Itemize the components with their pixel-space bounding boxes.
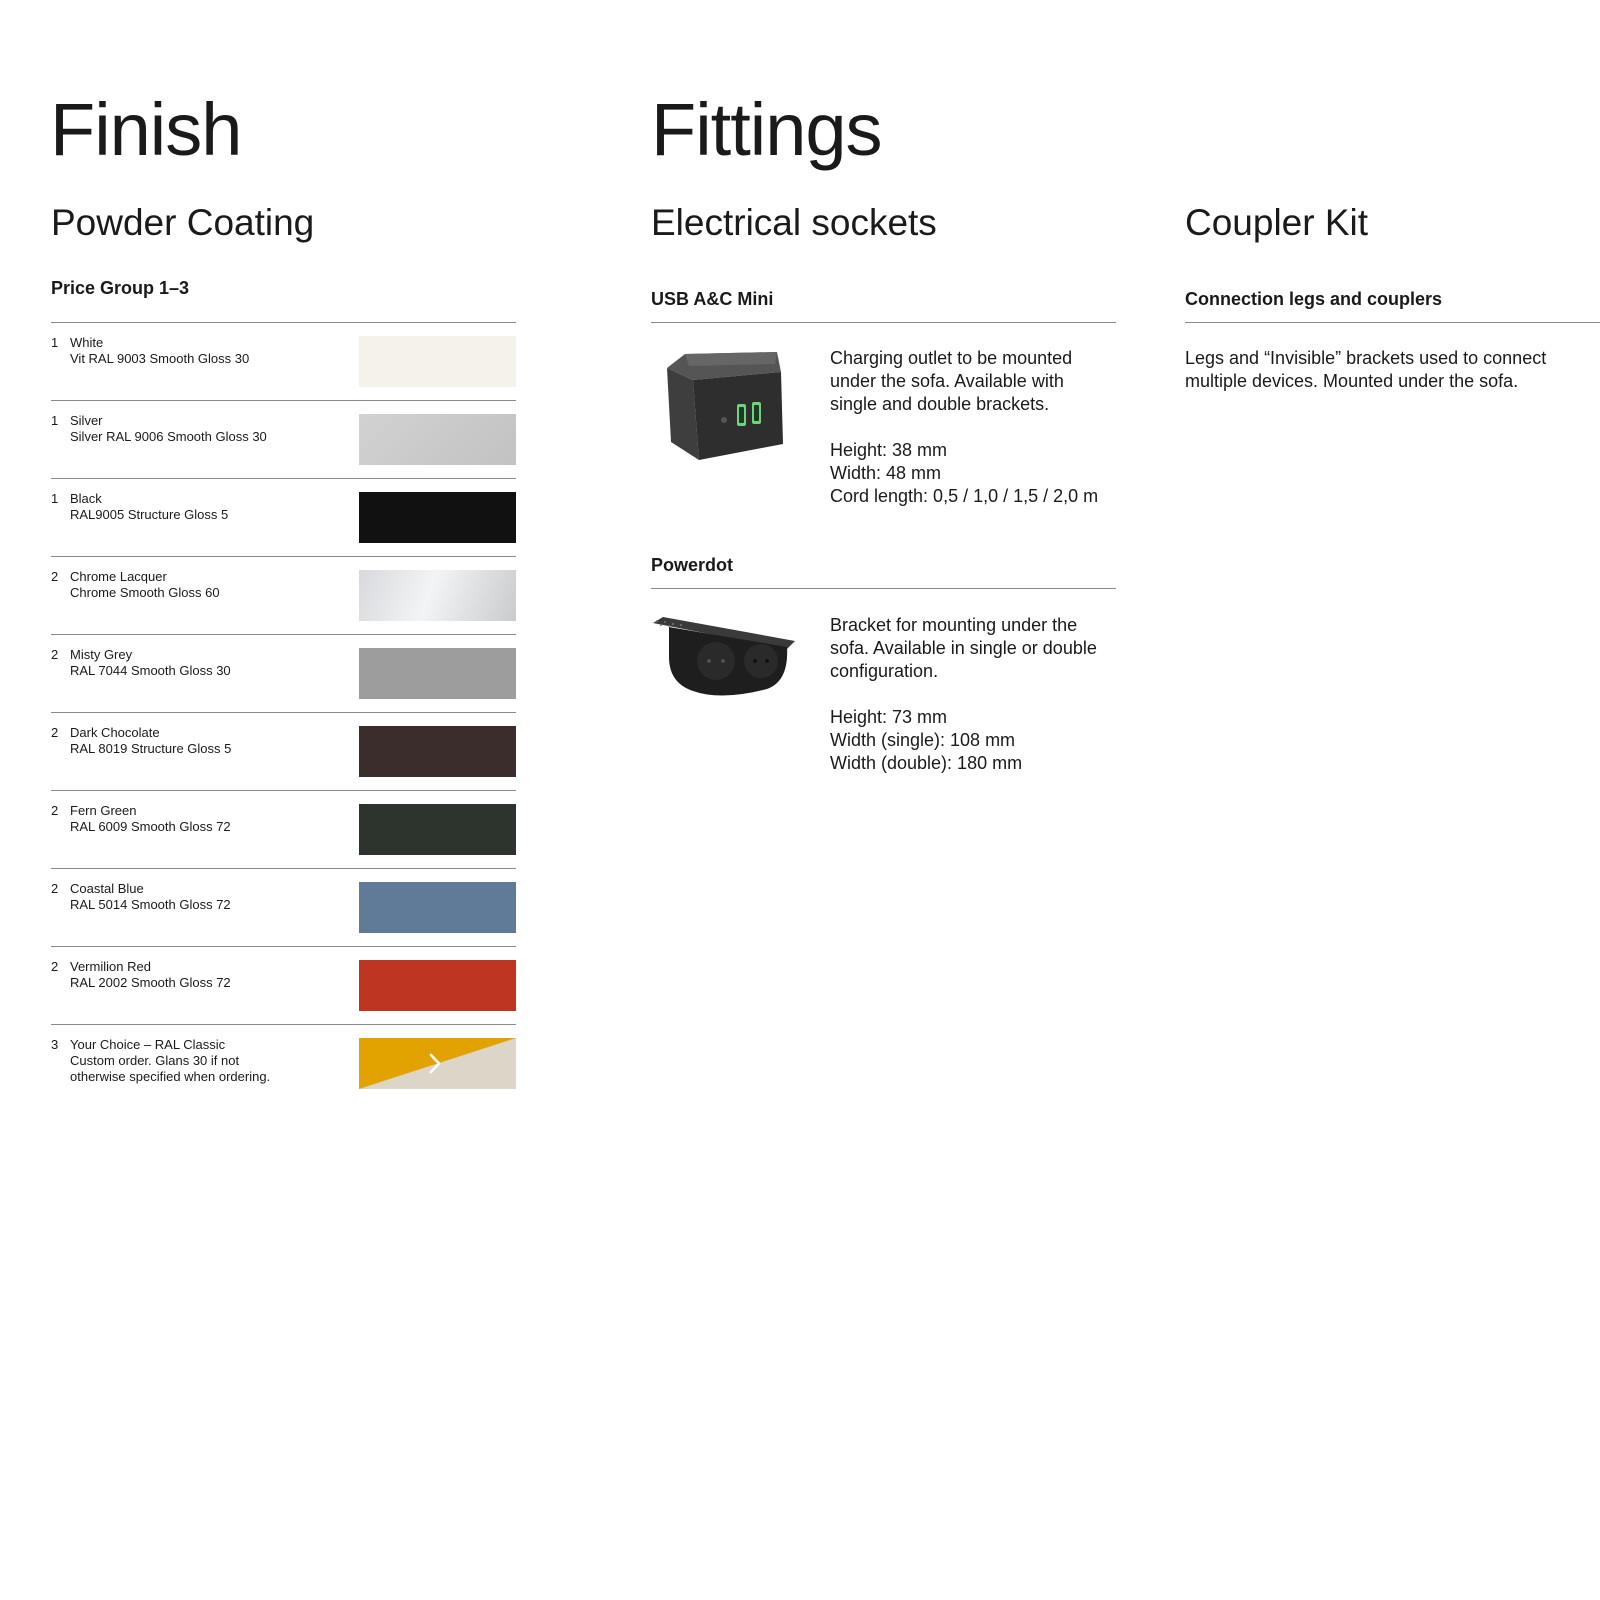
color-swatch-misty-grey[interactable] [359,648,516,699]
finish-item-vermilion-red [51,947,516,1025]
color-swatch-chrome-lacquer[interactable] [359,570,516,621]
finish-spec: Custom order. Glans 30 if not [70,1053,240,1068]
finish-title: Finish [50,88,242,171]
price-group-number: 2 [51,959,59,974]
finish-name: Fern Green [70,803,137,818]
finish-name: Your Choice – RAL Classic [70,1037,226,1052]
price-group-number: 2 [51,803,59,818]
usb-spec-width: Width: 48 mm [830,463,942,483]
finish-spec: RAL9005 Structure Gloss 5 [70,507,229,522]
finish-spec: Silver RAL 9006 Smooth Gloss 30 [70,429,267,444]
coupler-kit-heading: Coupler Kit [1185,202,1369,243]
finish-spec: RAL 7044 Smooth Gloss 30 [70,663,231,678]
finish-name: Misty Grey [70,647,133,662]
powerdot-divider [651,588,1116,589]
price-group-number: 2 [51,881,59,896]
powerdot-spec-width-double: Width (double): 180 mm [830,753,1023,773]
price-group-number: 1 [51,413,59,428]
finish-item-white [51,323,516,401]
color-swatch-custom-ral[interactable] [359,1038,516,1089]
finish-spec: Vit RAL 9003 Smooth Gloss 30 [70,351,250,366]
price-group-number: 1 [51,335,59,350]
powerdot-spec-width-single: Width (single): 108 mm [830,730,1016,750]
color-swatch-white[interactable] [359,336,516,387]
powerdot-spec-height: Height: 73 mm [830,707,948,727]
usb-divider [651,322,1116,323]
finish-item-silver [51,401,516,479]
powerdot-socket-image [651,617,801,707]
color-swatch-fern-green[interactable] [359,804,516,855]
usb-spec-cord-length: Cord length: 0,5 / 1,0 / 1,5 / 2,0 m [830,486,1099,506]
usb-charger-image [663,350,788,465]
finish-name: Chrome Lacquer [70,569,167,584]
usb-mini-heading: USB A&C Mini [651,289,774,309]
price-group-number: 1 [51,491,59,506]
powder-coating-heading: Powder Coating [51,202,315,243]
connection-legs-heading: Connection legs and couplers [1185,289,1443,309]
finish-item-black [51,479,516,557]
color-swatch-black[interactable] [359,492,516,543]
electrical-sockets-heading: Electrical sockets [651,202,937,243]
finish-item-dark-chocolate [51,713,516,791]
finish-name: White [70,335,104,350]
finish-list [51,323,516,1103]
color-swatch-vermilion-red[interactable] [359,960,516,1011]
chevron-right-icon [359,1038,516,1089]
finish-item-your-choice [51,1025,516,1103]
price-group-number: 2 [51,569,59,584]
finish-name: Dark Chocolate [70,725,160,740]
powerdot-heading: Powerdot [651,555,734,575]
finish-item-fern-green [51,791,516,869]
finish-item-misty-grey [51,635,516,713]
finish-spec: Chrome Smooth Gloss 60 [70,585,220,600]
finish-name: Coastal Blue [70,881,144,896]
finish-name: Silver [70,413,103,428]
coupler-description: Legs and “Invisible” brackets used to connect multiple devices. Mounted under the sofa. [1185,348,1547,391]
finish-spec: RAL 5014 Smooth Gloss 72 [70,897,231,912]
price-group-number: 3 [51,1037,59,1052]
finish-item-coastal-blue [51,869,516,947]
finish-spec: RAL 2002 Smooth Gloss 72 [70,975,231,990]
finish-name: Vermilion Red [70,959,151,974]
powerdot-description: Bracket for mounting under the sofa. Available in single or double configuration. Height: 73 mm Width (single): 108 mm Width (double): 180 mm [830,615,1097,773]
usb-spec-height: Height: 38 mm [830,440,948,460]
finish-spec-continued: otherwise specified when ordering. [70,1069,271,1084]
usb-description: Charging outlet to be mounted under the sofa. Available with single and double brackets. Height: 38 mm Width: 48 mm Cord length: 0,5 / 1,0 / 1,5 / 2,0 m [830,348,1099,506]
color-swatch-silver[interactable] [359,414,516,465]
coupler-divider [1185,322,1600,323]
color-swatch-dark-chocolate[interactable] [359,726,516,777]
finish-spec: RAL 8019 Structure Gloss 5 [70,741,232,756]
finish-spec: RAL 6009 Smooth Gloss 72 [70,819,231,834]
price-group-number: 2 [51,647,59,662]
color-swatch-coastal-blue[interactable] [359,882,516,933]
finish-item-chrome-lacquer [51,557,516,635]
price-group-number: 2 [51,725,59,740]
finish-name: Black [70,491,102,506]
price-group-label: Price Group 1–3 [51,278,190,298]
fittings-title: Fittings [651,88,882,171]
